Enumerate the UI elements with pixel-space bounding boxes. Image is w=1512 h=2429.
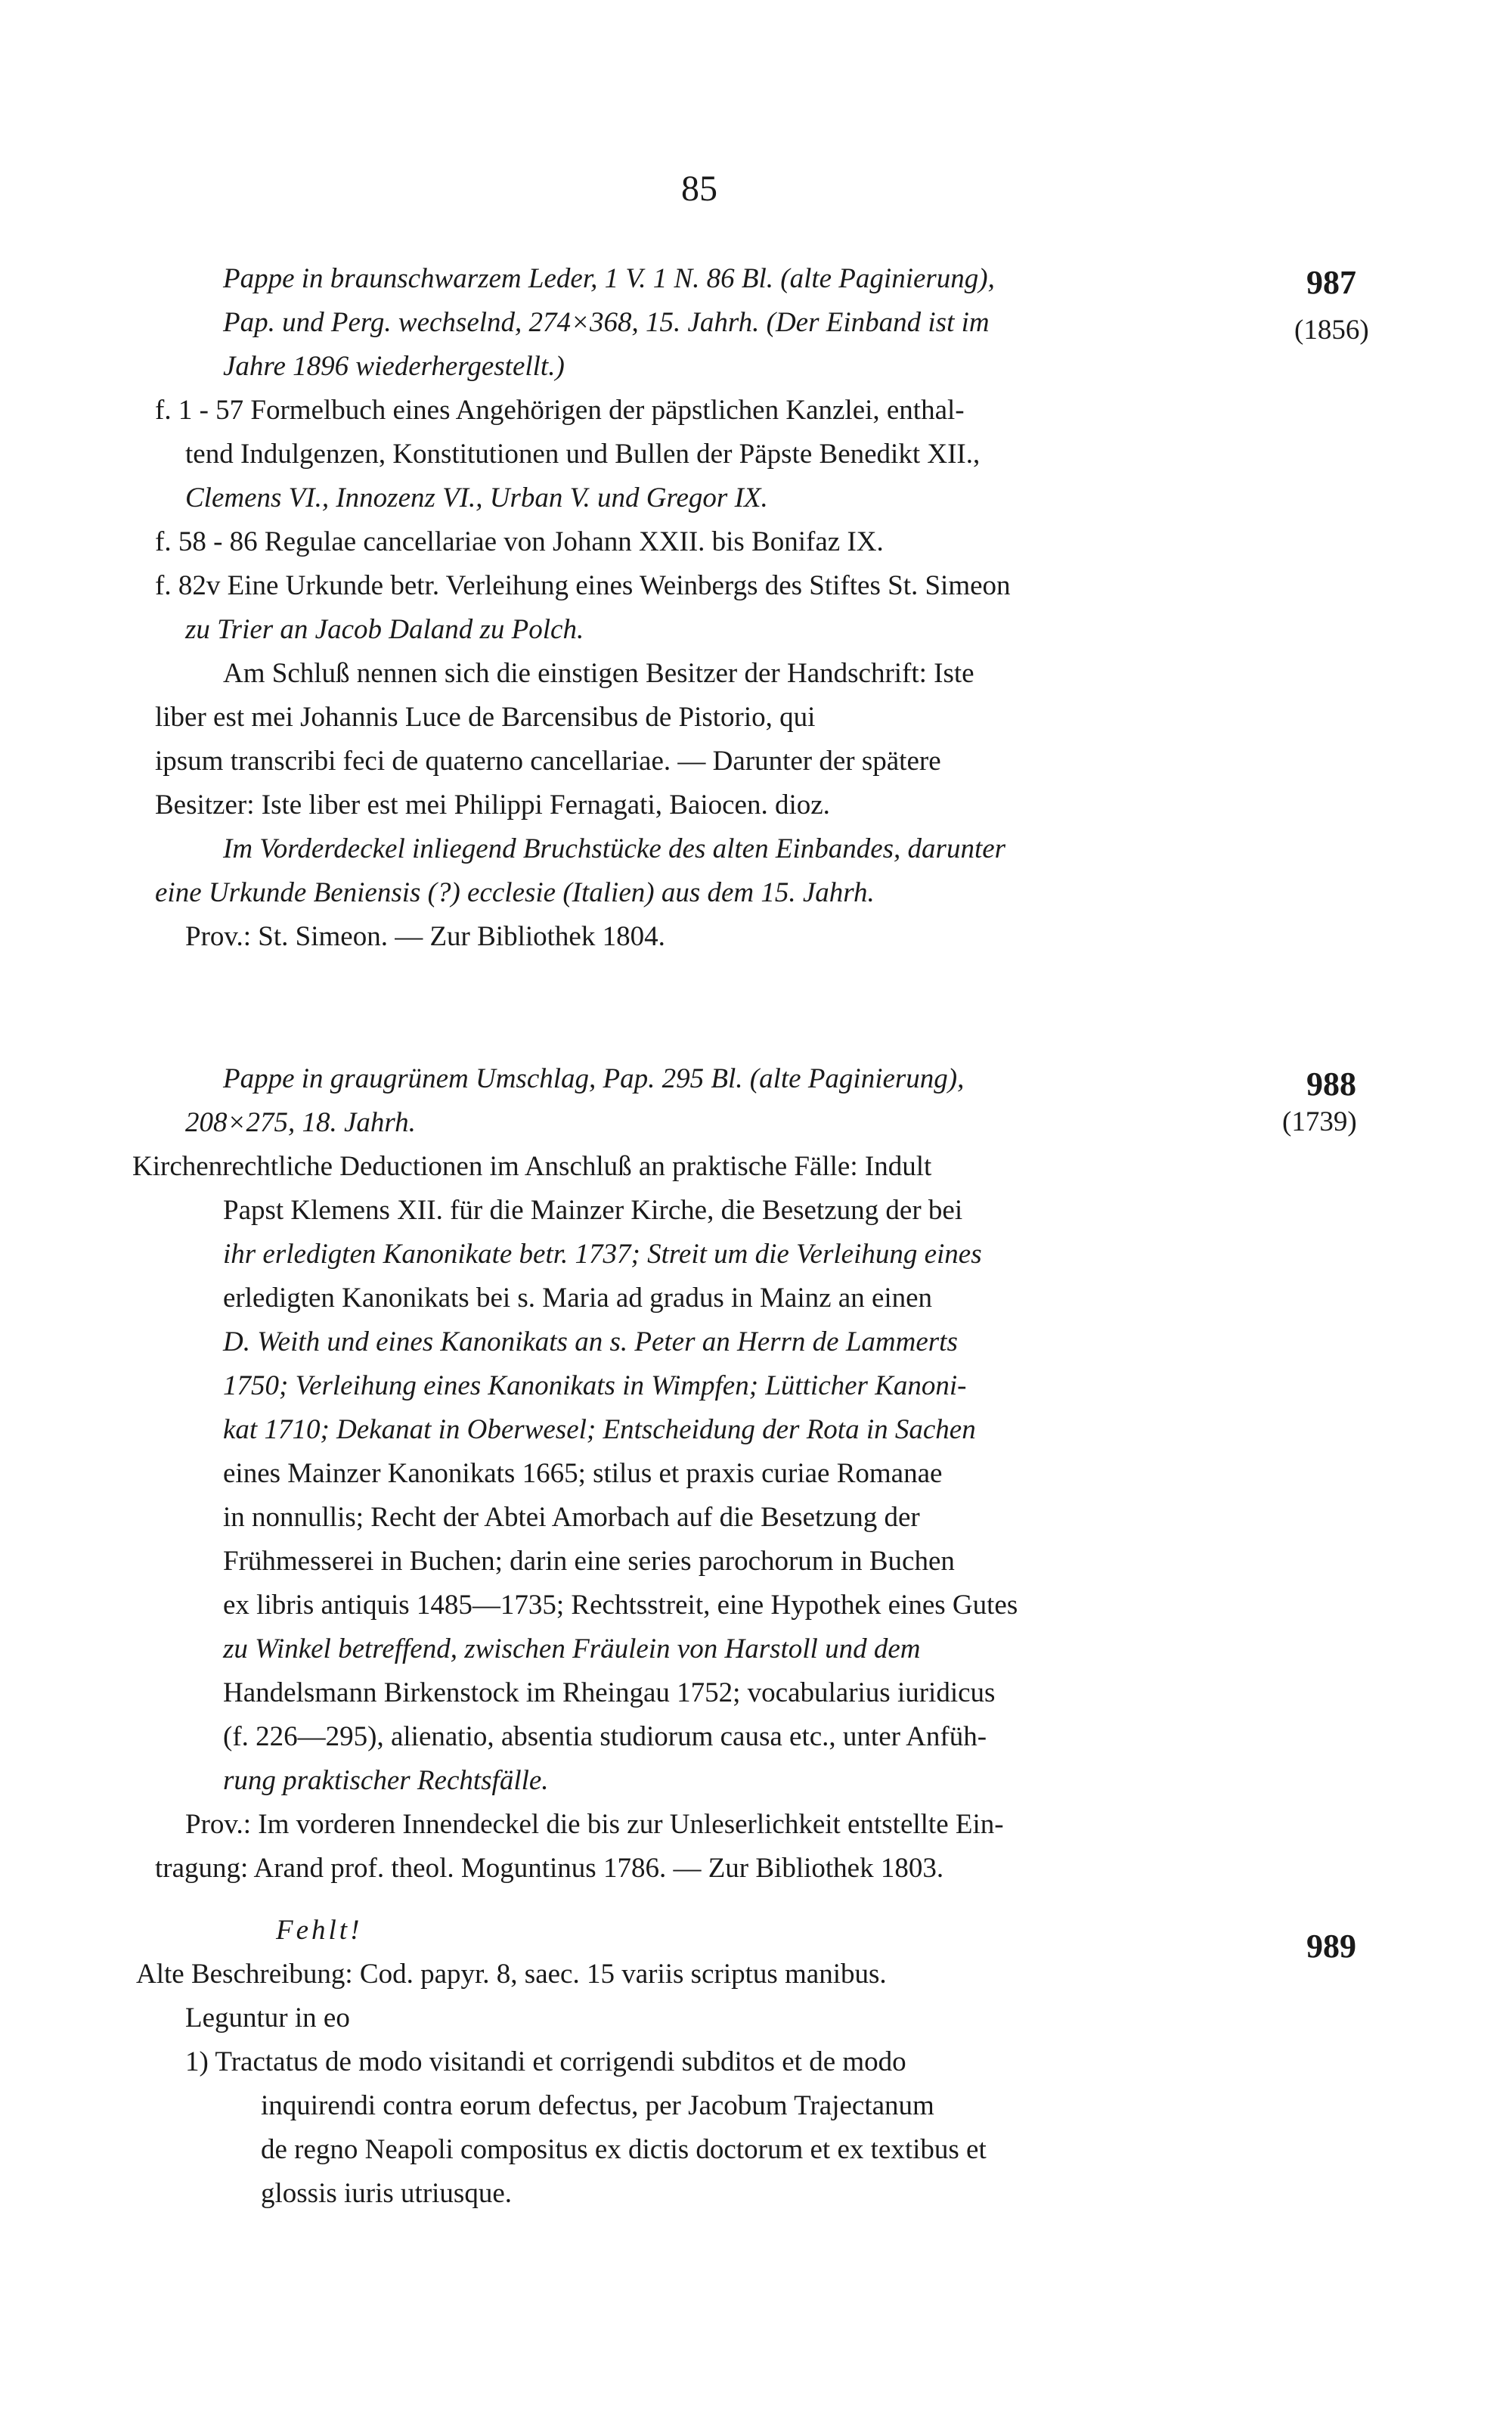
entry-year-988: (1739) — [1282, 1106, 1357, 1137]
description-line: Pap. und Perg. wechselnd, 274×368, 15. Jahrh. (Der Einband ist im — [223, 307, 990, 338]
page-number: 85 — [681, 169, 717, 209]
content-line: (f. 226—295), alienatio, absentia studiorum causa etc., unter Anfüh- — [223, 1721, 987, 1752]
content-line: Leguntur in eo — [185, 2002, 350, 2033]
entry-989 — [136, 1909, 1293, 2216]
description-line: Pappe in graugrünem Umschlag, Pap. 295 Bl. (alte Paginierung), — [223, 1063, 965, 1094]
content-line: erledigten Kanonikats bei s. Maria ad gradus in Mainz an einen — [223, 1283, 933, 1314]
content-line: eine Urkunde Beniensis (?) ecclesie (Italien) aus dem 15. Jahrh. — [155, 877, 875, 908]
content-line: f. 1 - 57 Formelbuch eines Angehörigen der päpstlichen Kanzlei, enthal- — [155, 395, 965, 426]
content-line: tend Indulgenzen, Konstitutionen und Bullen der Päpste Benedikt XII., — [185, 439, 981, 470]
list-item-line: inquirendi contra eorum defectus, per Jacobum Trajectanum — [261, 2090, 934, 2121]
content-line: ex libris antiquis 1485—1735; Rechtsstreit, eine Hypothek eines Gutes — [223, 1590, 1018, 1621]
description-line: Pappe in braunschwarzem Leder, 1 V. 1 N. 86 Bl. (alte Paginierung), — [223, 263, 995, 294]
status-line: Fehlt! — [276, 1915, 363, 1946]
content-line: Frühmesserei in Buchen; darin eine series parochorum in Buchen — [223, 1546, 955, 1577]
entry-year-987: (1856) — [1294, 315, 1369, 346]
entry-number-988: 988 — [1306, 1066, 1356, 1103]
content-line: Handelsmann Birkenstock im Rheingau 1752; vocabularius iuridicus — [223, 1677, 996, 1708]
entry-number-989: 989 — [1306, 1928, 1356, 1965]
content-line: Im Vorderdeckel inliegend Bruchstücke des alten Einbandes, darunter — [223, 833, 1006, 864]
content-line: ihr erledigten Kanonikate betr. 1737; Streit um die Verleihung eines — [223, 1239, 982, 1270]
content-line: kat 1710; Dekanat in Oberwesel; Entscheidung der Rota in Sachen — [223, 1414, 976, 1445]
content-line: Clemens VI., Innozenz VI., Urban V. und Gregor IX. — [185, 482, 768, 513]
content-line: f. 58 - 86 Regulae cancellariae von Johann XXII. bis Bonifaz IX. — [155, 526, 884, 557]
content-line: liber est mei Johannis Luce de Barcensibus de Pistorio, qui — [155, 702, 816, 733]
entry-988 — [132, 1057, 1293, 1891]
provenance-line: Prov.: Im vorderen Innendeckel die bis zur Unleserlichkeit entstellte Ein- — [185, 1809, 1004, 1840]
list-item-line: 1) Tractatus de modo visitandi et corrigendi subditos et de modo — [185, 2046, 906, 2077]
list-item-line: de regno Neapoli compositus ex dictis doctorum et ex textibus et — [261, 2134, 987, 2165]
list-item-line: glossis iuris utriusque. — [261, 2178, 512, 2209]
content-line: Besitzer: Iste liber est mei Philippi Fernagati, Baiocen. dioz. — [155, 790, 830, 821]
entry-number-987: 987 — [1306, 264, 1356, 301]
description-line: Jahre 1896 wiederhergestellt.) — [223, 351, 565, 382]
content-line: zu Trier an Jacob Daland zu Polch. — [185, 614, 584, 645]
content-line: zu Winkel betreffend, zwischen Fräulein von Harstoll und dem — [223, 1633, 921, 1664]
description-line: 208×275, 18. Jahrh. — [185, 1107, 416, 1138]
content-line: rung praktischer Rechtsfälle. — [223, 1765, 549, 1796]
content-line: Papst Klemens XII. für die Mainzer Kirche, die Besetzung der bei — [223, 1195, 963, 1226]
provenance-line: Prov.: St. Simeon. — Zur Bibliothek 1804. — [185, 921, 665, 952]
content-line: Alte Beschreibung: Cod. papyr. 8, saec. 15 variis scriptus manibus. — [136, 1959, 887, 1990]
content-line: Kirchenrechtliche Deductionen im Anschluß an praktische Fälle: Indult — [132, 1151, 932, 1182]
content-line: 1750; Verleihung eines Kanonikats in Wimpfen; Lütticher Kanoni- — [223, 1370, 967, 1401]
content-line: in nonnullis; Recht der Abtei Amorbach auf die Besetzung der — [223, 1502, 920, 1533]
content-line: ipsum transcribi feci de quaterno cancellariae. — Darunter der spätere — [155, 746, 941, 777]
provenance-line: tragung: Arand prof. theol. Moguntinus 1786. — Zur Bibliothek 1803. — [155, 1853, 944, 1884]
entry-987 — [155, 257, 1293, 959]
content-line: Am Schluß nennen sich die einstigen Besitzer der Handschrift: Iste — [223, 658, 974, 689]
content-line: D. Weith und eines Kanonikats an s. Peter an Herrn de Lammerts — [223, 1326, 958, 1357]
content-line: f. 82v Eine Urkunde betr. Verleihung eines Weinbergs des Stiftes St. Simeon — [155, 570, 1011, 601]
content-line: eines Mainzer Kanonikats 1665; stilus et praxis curiae Romanae — [223, 1458, 943, 1489]
